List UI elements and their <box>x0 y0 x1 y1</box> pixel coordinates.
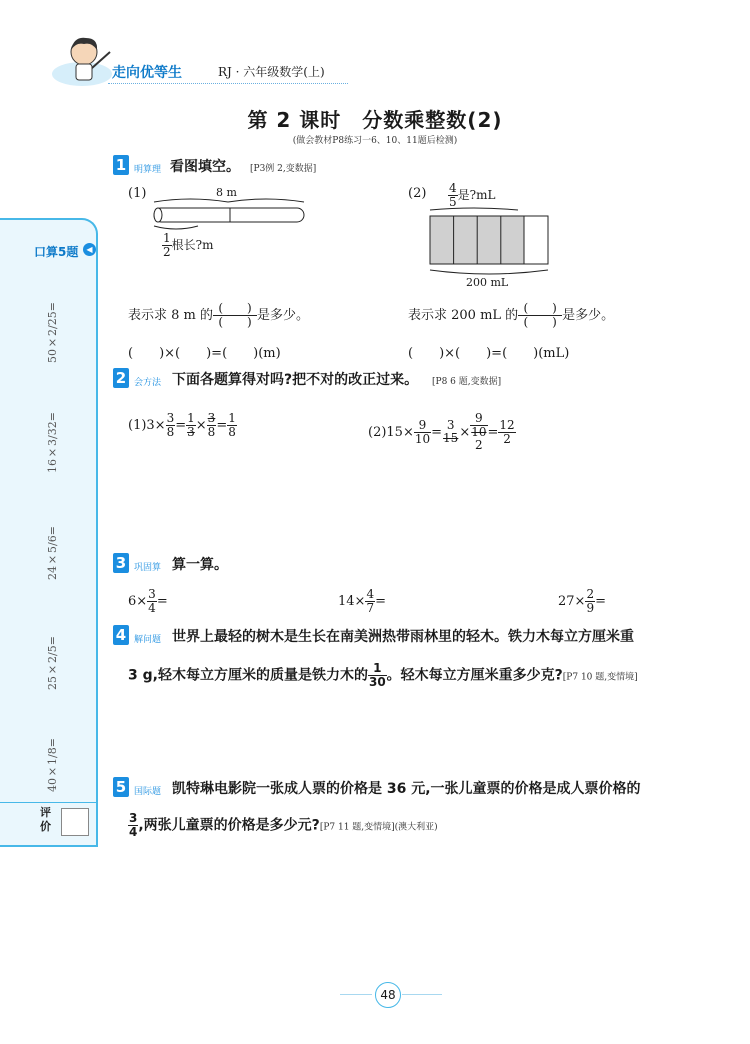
question-number: 3 <box>113 553 129 573</box>
fill-fraction: $\frac{( )}{( )}$ <box>518 302 562 329</box>
sidebar-item: 40×1/8= <box>46 738 59 792</box>
footer-line-right <box>402 994 442 995</box>
question-text: 凯特琳电影院一张成人票的价格是 36 元,一张儿童票的价格是成人票价格的 <box>172 781 641 797</box>
question-tag: 解问题 <box>134 635 162 645</box>
evaluation-label: 评 价 <box>40 806 51 833</box>
fill-equation-1: ( )×( )=( )(m) <box>128 346 281 361</box>
sidebar-item: 25×2/5= <box>46 636 59 690</box>
part-label: (2) <box>408 186 427 201</box>
footer-line-left <box>340 994 372 995</box>
question-text-cont: $\frac{3}{4}$ ,两张儿童票的价格是多少元?[P7 11 题,变情境](澳大利亚) <box>129 811 438 840</box>
question-number: 1 <box>113 155 129 175</box>
series-label: RJ · 六年级数学(上) <box>218 65 325 79</box>
question-tag: 会方法 <box>134 378 162 388</box>
container-diagram <box>424 206 554 278</box>
page-subtitle: (做会教材P8练习一6、10、11题后检测) <box>292 136 458 146</box>
question-text: 世界上最轻的树木是生长在南美洲热带雨林里的轻木。铁力木每立方厘米重 <box>172 629 634 645</box>
header-divider <box>108 83 348 84</box>
page-title: 第 2 课时 分数乘整数(2) <box>247 108 503 132</box>
question-text: 看图填空。 <box>170 159 240 175</box>
fill-sentence-1: 表示求 8 m 的 $\frac{( )}{( )}$ 是多少。 <box>128 301 310 330</box>
question-tag: 巩固算 <box>134 563 162 573</box>
evaluation-box[interactable] <box>61 808 89 836</box>
fill-equation-2: ( )×( )=( )(mL) <box>408 346 570 361</box>
expression-2: (2)15× $\frac{9}{10}$ = 3 15 × 9 10 2 = $\frac{12}{2}$ <box>368 411 515 453</box>
question-text: 算一算。 <box>172 557 228 573</box>
brand-name: 走向优等生 <box>112 65 182 81</box>
page-number: 48 <box>375 982 401 1008</box>
total-label: 200 mL <box>466 276 509 289</box>
rod-question: $\frac{1}{2}$ 根长?m <box>163 231 214 260</box>
sidebar-item: 16×3/32= <box>46 412 59 474</box>
calc-item-2: 14× $\frac{4}{7}$ = <box>338 587 386 616</box>
calc-item-3: 27× $\frac{2}{9}$ = <box>558 587 606 616</box>
fill-sentence-2: 表示求 200 mL 的 $\frac{( )}{( )}$ 是多少。 <box>408 301 615 330</box>
question-tag: 国际题 <box>134 787 162 797</box>
fill-fraction: $\frac{( )}{( )}$ <box>213 302 257 329</box>
sidebar-item: 24×5/6= <box>46 526 59 580</box>
sidebar-item: 50×2/25= <box>46 302 59 364</box>
calc-item-1: 6× $\frac{3}{4}$ = <box>128 587 168 616</box>
question-text-cont: 3 g,轻木每立方厘米的质量是铁力木的 $\frac{1}{30}$ 。轻木每立方厘米重多少克?[P7 10 题,变情境] <box>128 661 638 690</box>
rod-diagram <box>150 196 310 236</box>
expression-1: (1)3× $\frac{3}{8}$ = $\frac{1}{3}$ × $\frac{3}{8}$ = $\frac{1}{8}$ <box>128 411 236 440</box>
question-tag: 明算理 <box>134 165 162 175</box>
container-question: $\frac{4}{5}$ 是?mL <box>449 181 496 210</box>
sidebar-heading: 口算5题 <box>34 245 79 259</box>
part-label: (1) <box>128 186 147 201</box>
question-number: 5 <box>113 777 129 797</box>
arrow-left-icon: ◀ <box>83 243 96 256</box>
question-source: [P3例 2,变数据] <box>250 164 317 174</box>
question-text: 下面各题算得对吗?把不对的改正过来。 <box>172 372 419 388</box>
question-number: 2 <box>113 368 129 388</box>
length-label: 8 m <box>216 186 237 199</box>
question-source: [P8 6 题,变数据] <box>432 377 502 387</box>
question-number: 4 <box>113 625 129 645</box>
